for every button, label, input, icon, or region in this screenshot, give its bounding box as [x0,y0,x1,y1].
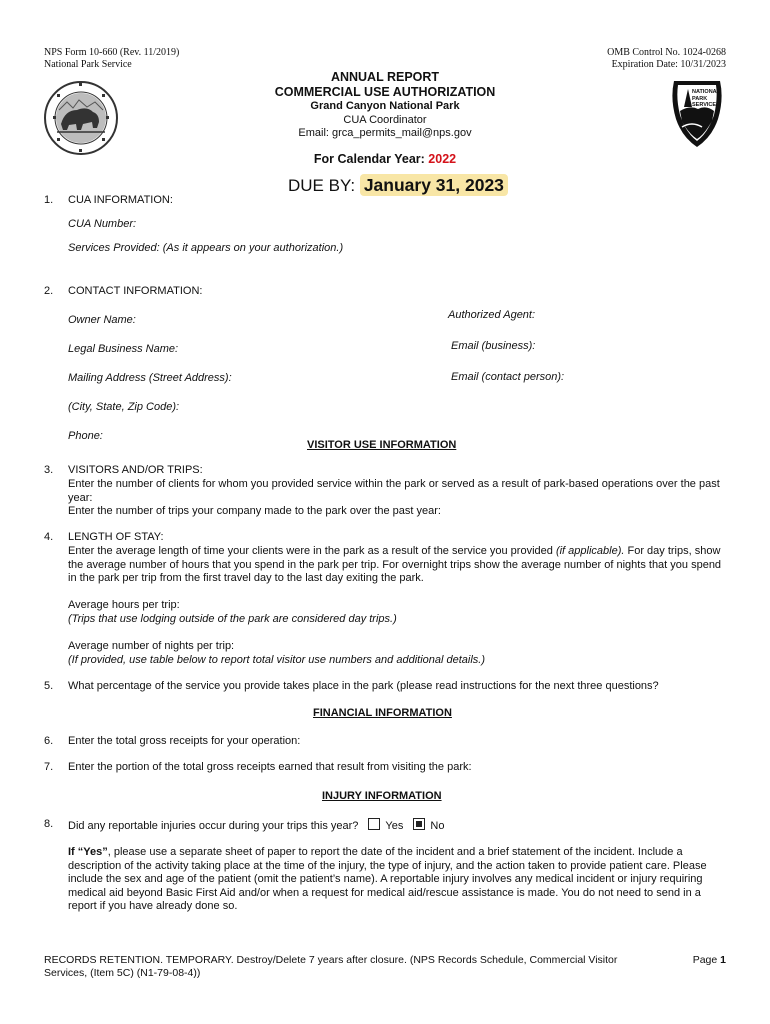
calendar-year-label: For Calendar Year: [313,152,429,166]
owner-name-label: Owner Name: [68,314,136,326]
average-hours-note: (Trips that use lodging outside of the park are considered day trips.) [68,613,397,625]
trips-count-prompt: Enter the number of trips your company made to the park over the past year: [68,505,441,517]
instructions-detail: For day trips, show the average number of hours that you spend in the park per trip. For overnight trips show the average number of nights that you spend in the park per trip from the first travel day to the last day exiting the park. [68,545,722,584]
email-contact-label: Email (contact person): [451,371,565,383]
cua-number-label: CUA Number: [68,218,137,230]
section-6-number: 6. [44,735,54,747]
section-6-question: Enter the total gross receipts for your operation: [68,735,301,747]
yes-checkbox[interactable] [368,818,380,830]
page-number [693,954,726,966]
section-7-number: 7. [44,761,54,773]
coordinator-title: CUA Coordinator [343,114,427,126]
form-number: NPS Form 10-660 (Rev. 11/2019) [44,47,180,58]
section-8-question: Did any reportable injuries occur during your trips this year? [68,820,359,832]
authorized-agent-label: Authorized Agent: [448,309,536,321]
park-name: Grand Canyon National Park [310,100,460,112]
financial-heading: FINANCIAL INFORMATION [313,707,452,719]
average-nights-note: (If provided, use table below to report total visitor use numbers and additional details.) [68,654,486,666]
section-1-number: 1. [44,194,54,206]
services-provided-label: Services Provided: (As it appears on your authorization.) [68,242,344,254]
records-retention-note: RECORDS RETENTION. TEMPORARY. Destroy/Delete 7 years after closure. (NPS Records Schedule, Commercial Visitor Services, (Item 5C) (N1-79-08-4)) [44,954,618,979]
if-yes-label: If “Yes” [68,846,108,858]
section-8-number: 8. [44,818,54,830]
contact-email: Email: grca_permits_mail@nps.gov [298,127,472,139]
yes-label: Yes [385,820,404,832]
no-checkbox[interactable] [413,818,425,830]
section-2-title: CONTACT INFORMATION: [68,285,203,297]
legal-business-name-label: Legal Business Name: [68,343,179,355]
omb-control: OMB Control No. 1024-0268 [607,47,726,58]
report-subtitle: COMMERCIAL USE AUTHORIZATION [274,85,496,99]
expiration-date: Expiration Date: 10/31/2023 [611,59,726,70]
average-nights-label: Average number of nights per trip: [68,640,235,652]
section-7-question: Enter the portion of the total gross receipts earned that result from visiting the park: [68,761,472,773]
calendar-year-line [0,152,770,166]
length-of-stay-instructions [68,545,723,586]
injury-heading: INJURY INFORMATION [322,790,442,802]
instructions-text: Enter the average length of time your clients were in the park as a result of the service you provided [68,545,556,557]
agency-name: National Park Service [44,59,132,70]
city-state-zip-label: (City, State, Zip Code): [68,401,180,413]
visitor-use-heading: VISITOR USE INFORMATION [307,439,457,451]
average-hours-label: Average hours per trip: [68,599,180,611]
phone-label: Phone: [68,430,103,442]
section-4-title: LENGTH OF STAY: [68,531,164,543]
section-5-number: 5. [44,680,54,692]
injury-instructions-text: , please use a separate sheet of paper to report the date of the incident and a brief statement of the incident. Include a description of the activity taking place at the time of the injury, the type of injury, and the action taken to provide patient care. Please include the sex and age of the patient (omit the patient’s name). A reportable injury involves any medical incident or injury requiring medical aid beyond Basic First Aid and/or when a request for medical aid/rescue assistance is made. You do not need to send in a report if you have already done so. [68,846,707,912]
clients-count-prompt: Enter the number of clients for whom you provided service within the park or served as a result of park-based operations over the past year: [68,478,720,504]
email-business-label: Email (business): [451,340,536,352]
section-3-number: 3. [44,464,54,476]
report-title: ANNUAL REPORT [330,70,440,84]
section-8-question-line [68,818,444,832]
section-5-question: What percentage of the service you provide takes place in the park (please read instructions for the next three questions? [68,680,659,692]
section-2-number: 2. [44,285,54,297]
due-by-label: DUE BY: [288,176,360,195]
section-4-number: 4. [44,531,54,543]
section-3-title: VISITORS AND/OR TRIPS: [68,464,203,476]
calendar-year-value: 2022 [428,152,457,166]
nps-logo-text: NATIONAL PARK SERVICE [692,89,720,108]
instructions-note: (if applicable). [555,545,625,557]
no-label: No [430,820,445,832]
due-date: January 31, 2023 [360,174,508,196]
injury-instructions [68,846,723,914]
section-1-title: CUA INFORMATION: [68,194,173,206]
mailing-address-label: Mailing Address (Street Address): [68,372,232,384]
page-number-value: 1 [720,954,726,966]
due-by-line [288,175,508,196]
page-label: Page [692,954,721,966]
